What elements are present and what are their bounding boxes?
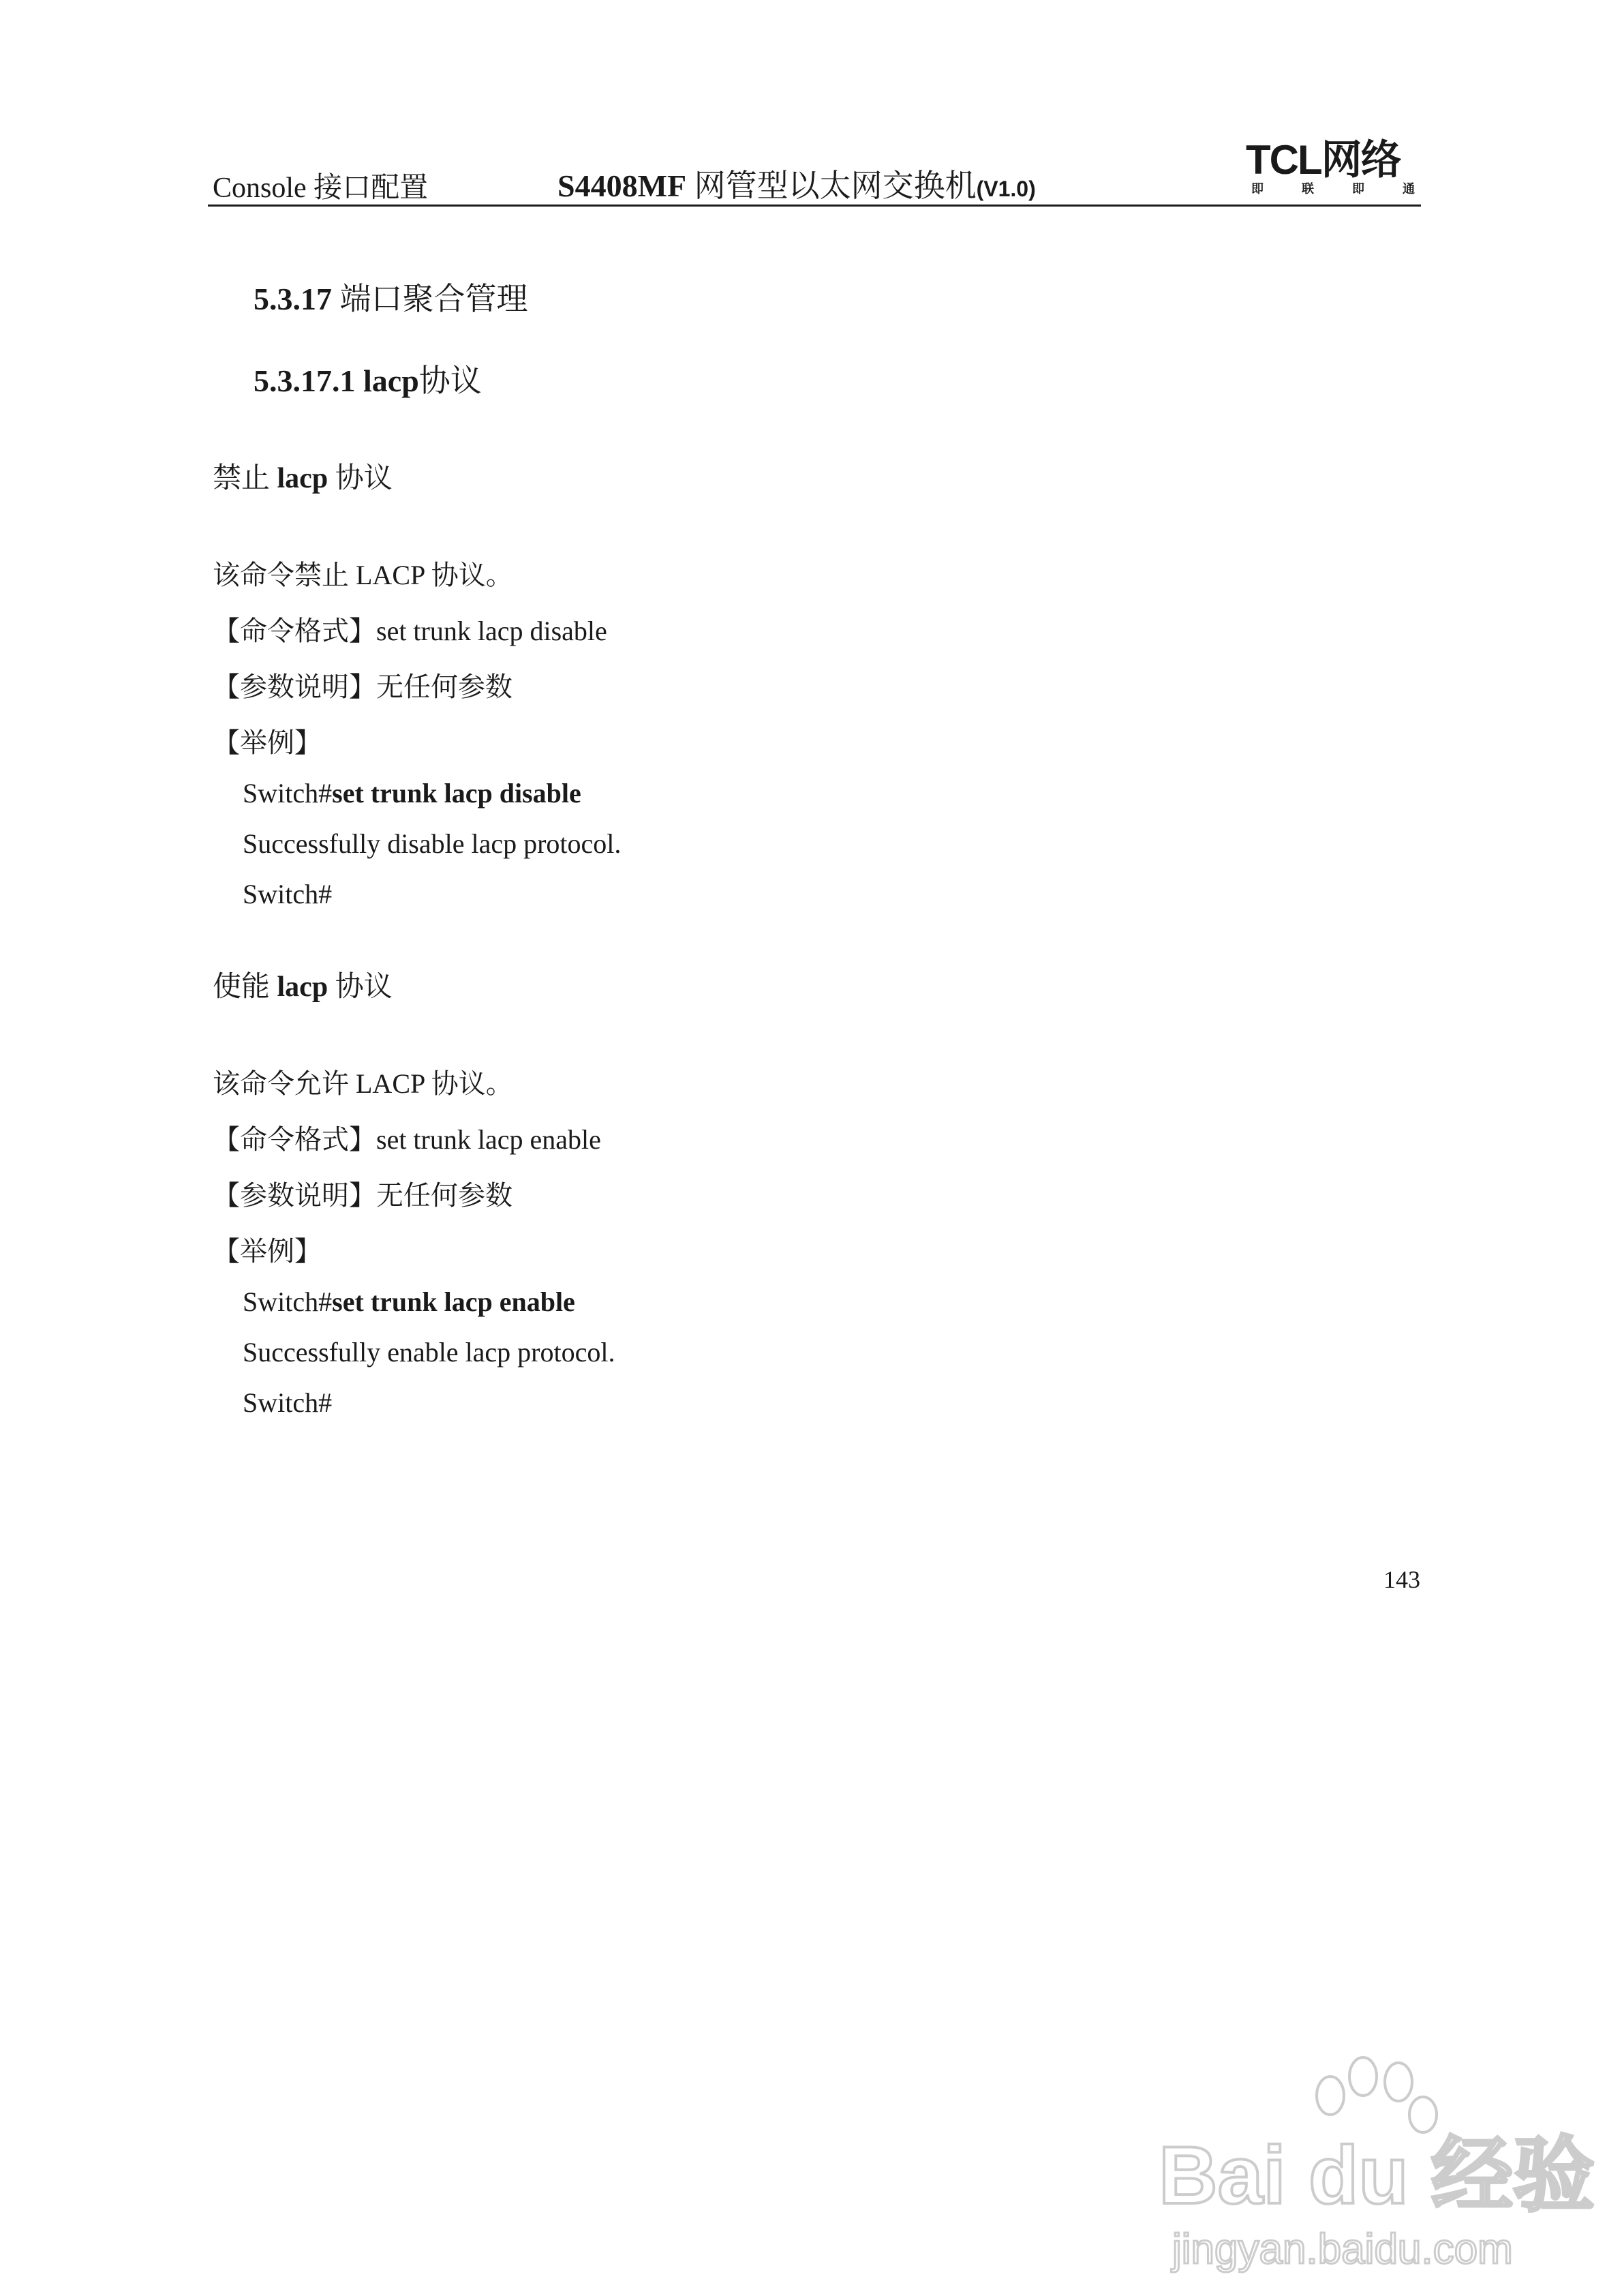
watermark-brand: Bai du 经验 (1159, 2130, 1595, 2221)
enable-example-label: 【举例】 (213, 1236, 322, 1267)
page-number: 143 (1383, 1566, 1420, 1593)
disable-heading-keyword: lacp (277, 463, 328, 494)
baidu-watermark (1152, 2052, 1595, 2277)
disable-description: 该命令禁止 LACP 协议。 (213, 560, 513, 590)
disable-example-command (243, 777, 581, 809)
disable-prompt: Switch# (243, 778, 333, 809)
disable-example-end-prompt: Switch# (243, 879, 333, 909)
logo-slogan (1251, 179, 1415, 197)
header-title-text: 网管型以太网交换机 (694, 168, 977, 203)
enable-params: 【参数说明】无任何参数 (213, 1180, 512, 1211)
subsection-title: 协议 (418, 363, 482, 398)
disable-command-format: 【命令格式】set trunk lacp disable (213, 616, 607, 646)
enable-example-end-prompt: Switch# (243, 1387, 333, 1418)
enable-heading-post: 协议 (335, 971, 393, 1003)
disable-example-label: 【举例】 (213, 727, 322, 758)
enable-heading (213, 964, 393, 1005)
section-title: 端口聚合管理 (339, 282, 528, 316)
subsection-heading (254, 356, 482, 401)
enable-heading-pre: 使能 (213, 971, 271, 1003)
subsection-keyword: lacp (363, 363, 419, 398)
enable-example-result: Successfully enable lacp protocol. (243, 1337, 615, 1368)
tcl-logo (1246, 137, 1418, 196)
enable-example-command (243, 1286, 575, 1318)
subsection-number: 5.3.17.1 (254, 363, 356, 398)
logo-slogan-char: 通 (1403, 182, 1415, 196)
enable-prompt: Switch# (243, 1286, 333, 1317)
section-heading (254, 274, 528, 319)
enable-command-format: 【命令格式】set trunk lacp enable (213, 1124, 601, 1155)
section-number: 5.3.17 (254, 282, 332, 316)
enable-command: set trunk lacp enable (332, 1286, 575, 1317)
logo-slogan-char: 联 (1302, 182, 1314, 196)
logo-slogan-char: 即 (1352, 182, 1364, 196)
header-document-title (557, 161, 1036, 206)
disable-params: 【参数说明】无任何参数 (213, 671, 512, 702)
enable-heading-keyword: lacp (277, 971, 328, 1003)
baidu-paw-icon (1152, 2052, 1595, 2277)
disable-heading-post: 协议 (335, 463, 393, 494)
enable-description: 该命令允许 LACP 协议。 (213, 1068, 513, 1099)
watermark-url: jingyan.baidu.com (1172, 2226, 1513, 2273)
disable-heading-pre: 禁止 (213, 463, 271, 494)
header-model: S4408MF (557, 168, 687, 203)
logo-brand: TCL网络 (1246, 137, 1401, 183)
header-section-label: Console 接口配置 (213, 172, 429, 204)
disable-command: set trunk lacp disable (332, 778, 581, 809)
disable-example-result: Successfully disable lacp protocol. (243, 828, 622, 859)
logo-slogan-char: 即 (1251, 182, 1264, 196)
header-version: (V1.0) (976, 177, 1036, 201)
disable-heading (213, 455, 393, 496)
header-divider (208, 205, 1421, 207)
